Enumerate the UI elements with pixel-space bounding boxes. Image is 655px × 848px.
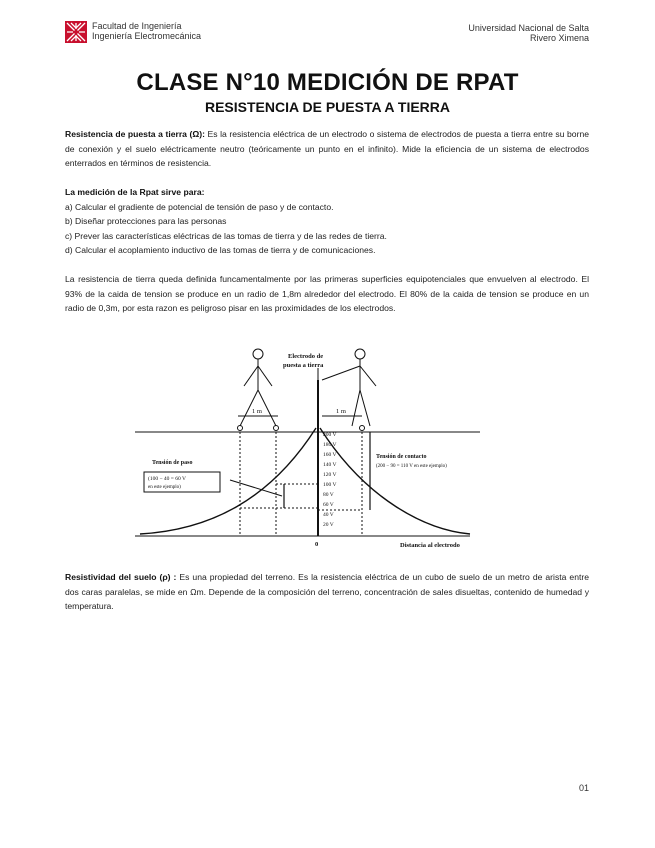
university-name: Universidad Nacional de Salta [468, 23, 589, 33]
list-item: d) Calcular el acoplamiento inductivo de las tomas de tierra y de comunicaciones. [65, 245, 376, 255]
faculty-name: Facultad de Ingeniería [92, 21, 182, 31]
voltage-drop-paragraph: La resistencia de tierra queda definida funcamentalmente por las primeras superficies equipotenciales que envuelven al electrodo. El 93% de la caida de tension se produce en un radio de 1,8m alrededor del electrodo. El 80% de la caida de tension se produce en un radio de 0,3m, por esta razon es peligroso pisar en las proximidades de los electrodos. [65, 274, 589, 313]
page-subtitle: RESISTENCIA DE PUESTA A TIERRA [204, 99, 451, 115]
origin-label: 0 [315, 541, 319, 548]
resistivity-text: Es una propiedad del terreno. Es la resistencia eléctrica de un cubo de suelo de un metro de arista entre dos caras paralelas, se mide en Ωm. Depende de la composición del terreno, concentración de sales disueltas, contenido de humedad y temperatura. [65, 572, 589, 611]
step-voltage-formula: (100 − 40 = 60 V [148, 476, 187, 482]
distance-left-label: 1 m [252, 408, 262, 415]
scale-label: 40 V [323, 512, 334, 518]
step-voltage-label: Tensión de paso [152, 460, 193, 466]
scale-label: 140 V [323, 462, 337, 468]
definition-paragraph [65, 127, 589, 171]
potential-curve [140, 428, 470, 534]
scale-label: 160 V [323, 452, 337, 458]
scale-label: 120 V [323, 472, 337, 478]
scale-label: 60 V [323, 502, 334, 508]
contact-voltage-formula: (200 − 90 = 110 V en este ejemplo) [376, 464, 447, 469]
scale-label: 200 V [323, 432, 337, 438]
university-logo-icon [65, 21, 87, 43]
scale-label: 180 V [323, 442, 337, 448]
career-name: Ingeniería Electromecánica [92, 31, 202, 41]
resistivity-paragraph [65, 570, 589, 614]
page-number: 01 [578, 783, 589, 793]
uses-heading: La medición de la Rpat sirve para: [65, 187, 205, 197]
electrode-label-1: Electrodo de [288, 353, 324, 360]
person-right-figure [322, 349, 376, 426]
definition-text: Es la resistencia eléctrica de un electrodo o sistema de electrodos de puesta a tierra entre su borne de conexión y el suelo eléctricamente neutro (teóricamente un punto en el infinito). Mide la eficiencia de un sistema de electrodos enterrados en términos de resistencia. [65, 129, 590, 168]
step-voltage-note: en este ejemplo) [148, 485, 181, 490]
ground-potential-diagram [130, 340, 490, 552]
scale-label: 80 V [323, 492, 334, 498]
resistivity-term: Resistividad del suelo (ρ) : [65, 572, 177, 582]
electrode-label-2: puesta a tierra [283, 362, 324, 369]
contact-voltage-label: Tensión de contacto [376, 454, 427, 460]
list-item: c) Prever las características eléctricas de las tomas de tierra y de las redes de tierra. [65, 230, 387, 241]
definition-term: Resistencia de puesta a tierra (Ω): [65, 129, 205, 139]
header-left [65, 21, 201, 43]
distance-right-label: 1 m [336, 408, 346, 415]
scale-label: 100 V [323, 482, 337, 488]
list-item: b) Diseñar protecciones para las personas [65, 216, 227, 226]
scale-label: 20 V [323, 522, 334, 528]
list-item: a) Calcular el gradiente de potencial de tensión de paso y de contacto. [65, 201, 334, 212]
x-axis-label: Distancia al electrodo [400, 542, 460, 549]
page-title: CLASE N°10 MEDICIÓN DE RPAT [136, 69, 519, 96]
author-name: Rivero Ximena [529, 33, 589, 43]
uses-list [65, 185, 589, 258]
header-right [468, 23, 589, 43]
